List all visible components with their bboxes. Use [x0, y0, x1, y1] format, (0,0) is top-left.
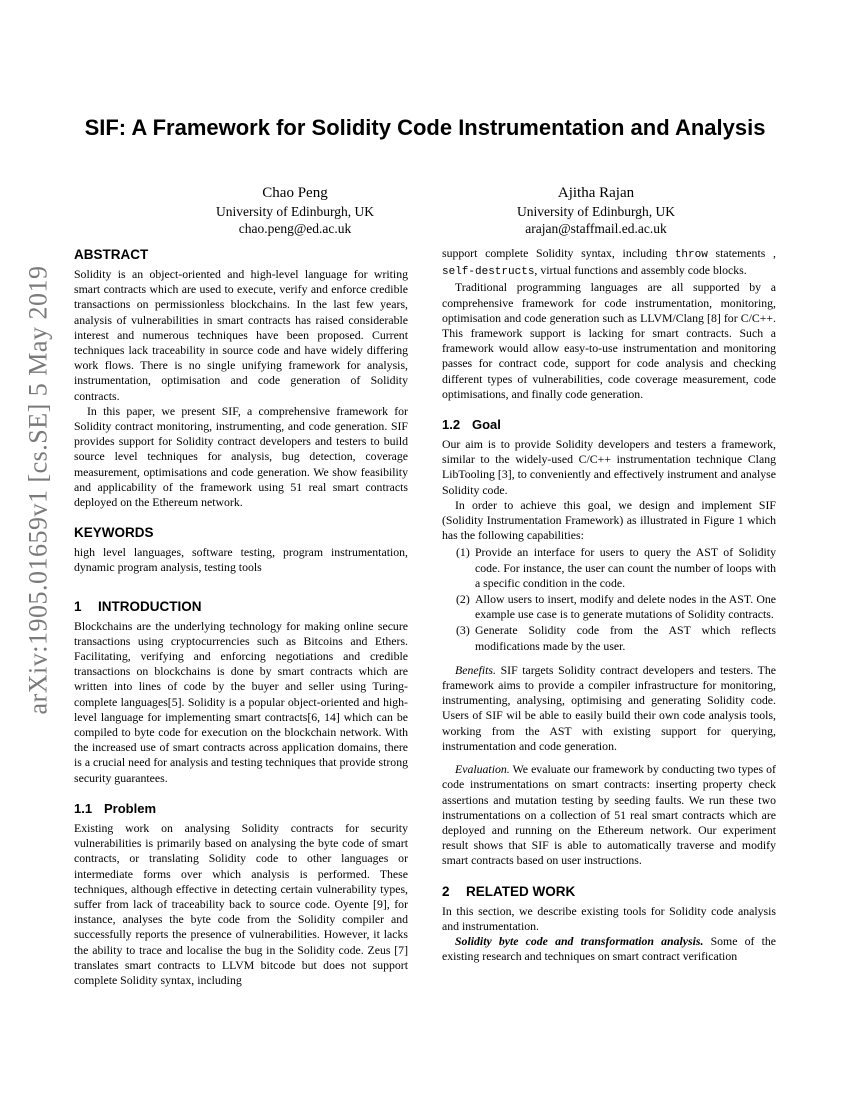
arxiv-stamp	[18, 265, 58, 715]
paper-title: SIF: A Framework for Solidity Code Instrumentation and Analysis	[84, 115, 766, 140]
section-number: 1.1	[74, 800, 93, 816]
intro-paragraph: Blockchains are the underlying technology for making online secure transactions using cryptocurrencies such as Bitcoins and Ethers. Facilitating, verifying and enforcing negotiations and credible transactions on blockchains is done by smart contracts which are written into lines of code by the buyer and seller using Turing-complete languages[5]. Solidity is a popular object-oriented and high-level language for implementing smart contracts[6, 14] which can be compiled to byte code for execution on the blockchain network. With the increased use of smart contracts across application domains, there is a crucial need for analysis and testing techniques that provide strong security guarantees.	[74, 618, 408, 785]
left-column	[74, 246, 408, 988]
benefits-paragraph	[442, 663, 776, 754]
arxiv-stamp-text: arXiv:1905.01659v1 [cs.SE] 5 May 2019	[23, 265, 52, 715]
section-title: INTRODUCTION	[98, 598, 202, 614]
related-text: Some of the existing research and techniques on smart contract verification	[442, 933, 777, 964]
list-item-text: Allow users to insert, modify and delete nodes in the AST. One example use case is to generate mutations of Solidity contracts.	[475, 592, 776, 622]
section-number: 2	[442, 883, 450, 899]
list-item-text: Generate Solidity code from the AST which reflects modifications made by the user.	[475, 623, 776, 653]
abstract-heading: ABSTRACT	[74, 247, 149, 262]
intro-heading	[74, 598, 408, 615]
author-affiliation: University of Edinburgh, UK	[216, 204, 374, 219]
author-affiliation: University of Edinburgh, UK	[517, 204, 675, 219]
problem-paragraph-start: Existing work on analysing Solidity contracts for security vulnerabilities is primarily based on analysing the byte code of smart contracts, or translating Solidity code to other languages or intermediate forms over which analysis is performed. These techniques, although effective in detecting certain vulnerability types, suffer from lack of traceability back to source code. Oyente [9], for instance, analyses the byte code from the Solidity compiler and successfully reports the presence of vulnerabilities. However, it lacks the ability to trace and localise the bug in the Solidity code. Zeus [7] translates smart contracts to LLVM bitcode but does not support complete Solidity syntax, including	[74, 820, 408, 987]
problem-heading	[74, 800, 408, 817]
problem-mid: statements ,	[715, 246, 776, 260]
keywords-heading: KEYWORDS	[74, 525, 154, 541]
list-marker: (3)	[456, 623, 470, 638]
author-email: arajan@staffmail.ed.ac.uk	[525, 221, 667, 236]
keywords-text: high level languages, software testing, program instrumentation, dynamic program analysis, testing tools	[74, 545, 408, 575]
evaluation-paragraph	[442, 762, 776, 868]
problem-tail: , virtual functions and assembly code blocks.	[534, 263, 747, 278]
related-work-heading	[442, 883, 776, 900]
capabilities-list	[442, 545, 776, 653]
related-paragraph-1: In this section, we describe existing tools for Solidity code analysis and instrumentation.	[442, 903, 776, 933]
section-title: Problem	[104, 800, 157, 816]
list-item	[442, 623, 776, 653]
code-throw: throw	[674, 249, 708, 261]
code-self-destructs: self-destructs	[442, 266, 535, 279]
author-block-1	[165, 184, 425, 237]
author-block-2	[466, 184, 726, 237]
list-item	[442, 545, 776, 591]
list-marker: (2)	[456, 592, 470, 607]
related-paragraph-2	[442, 934, 776, 964]
section-number: 1.2	[442, 417, 461, 433]
list-item-text: Provide an interface for users to query the AST of Solidity code. For instance, the user can count the number of loops with a specific condition in the code.	[475, 545, 776, 590]
list-item	[442, 592, 776, 622]
goal-heading	[442, 416, 776, 433]
author-email: chao.peng@ed.ac.uk	[238, 221, 352, 236]
abstract-paragraph-2: In this paper, we present SIF, a comprehensive framework for Solidity contract monitoring, instrumenting, and code generation. SIF provides support for Solidity contract developers and testers to build source level techniques for analysis, bug detection, coverage measurement, optimisations and code generation. We show feasibility and applicability of the framework using 51 real smart contracts deployed on the Ethereum network.	[74, 403, 408, 510]
problem-paragraph-2: Traditional programming languages are all supported by a comprehensive framework for code instrumentation, monitoring, optimisation and code generation such as LLVM/Clang [8] for C/C++. This framework support is lacking for smart contracts. Such a framework would allow easy-to-use instrumentation and monitoring passes for contract code, support for code analysis and checking different types of vulnerabilities, code coverage measurement, code optimisations, and finally code generation.	[442, 280, 776, 401]
section-number: 1	[74, 598, 82, 614]
abstract-paragraph-1: Solidity is an object-oriented and high-level language for writing smart contracts which are used to execute, verify and enforce credible transactions on permissionless blockchains. In the last few years, analysis of vulnerabilities in smart contracts has raised considerable interest and numerous techniques have been proposed. Current techniques lack traceability in source code and have widely differing work flows. There is no single unifying framework for analysis, instrumentation, optimisation and code generation of Solidity contracts.	[74, 267, 408, 403]
right-column	[442, 246, 776, 964]
list-marker: (1)	[456, 545, 470, 560]
problem-paragraph-continued: support complete Solidity syntax, including throw statements , self-destructs, virtual functions and assembly code blocks.	[442, 246, 776, 279]
evaluation-label: Evaluation.	[455, 762, 510, 777]
evaluation-text: We evaluate our framework by conducting two types of code instrumentations on smart contracts: inserting property check assertions and mutation testing by seeding faults. We run these two instrumentations on a collection of 51 real smart contracts which are deployed and running on the Ethereum network. Our experiment result shows that SIF is able to automatically traverse and modify smart contracts based on user instructions.	[442, 762, 776, 868]
author-name: Ajitha Rajan	[557, 185, 635, 201]
goal-paragraph-1: Our aim is to provide Solidity developers and testers a framework, similar to the widely-used C/C++ instrumentation technique Clang LibTooling [3], to conveniently and effectively instrument and analyse Solidity code.	[442, 437, 776, 497]
section-title: Goal	[472, 417, 501, 433]
related-bold-label: Solidity byte code and transformation analysis.	[455, 933, 704, 948]
goal-paragraph-2: In order to achieve this goal, we design and implement SIF (Solidity Instrumentation Framework) as illustrated in Figure 1 which has the following capabilities:	[442, 497, 776, 543]
author-name: Chao Peng	[262, 185, 328, 201]
benefits-label: Benefits.	[455, 662, 496, 677]
section-title: RELATED WORK	[466, 883, 576, 899]
benefits-text: SIF targets Solidity contract developers and testers. The framework aims to provide a compiler infrastructure for monitoring, instrumenting, analysing, optimising and generating Solidity code. Users of SIF wil be able to easily build their own code analysis tools, working from the AST with existing support for querying, instrumentation and code generation.	[442, 662, 776, 753]
